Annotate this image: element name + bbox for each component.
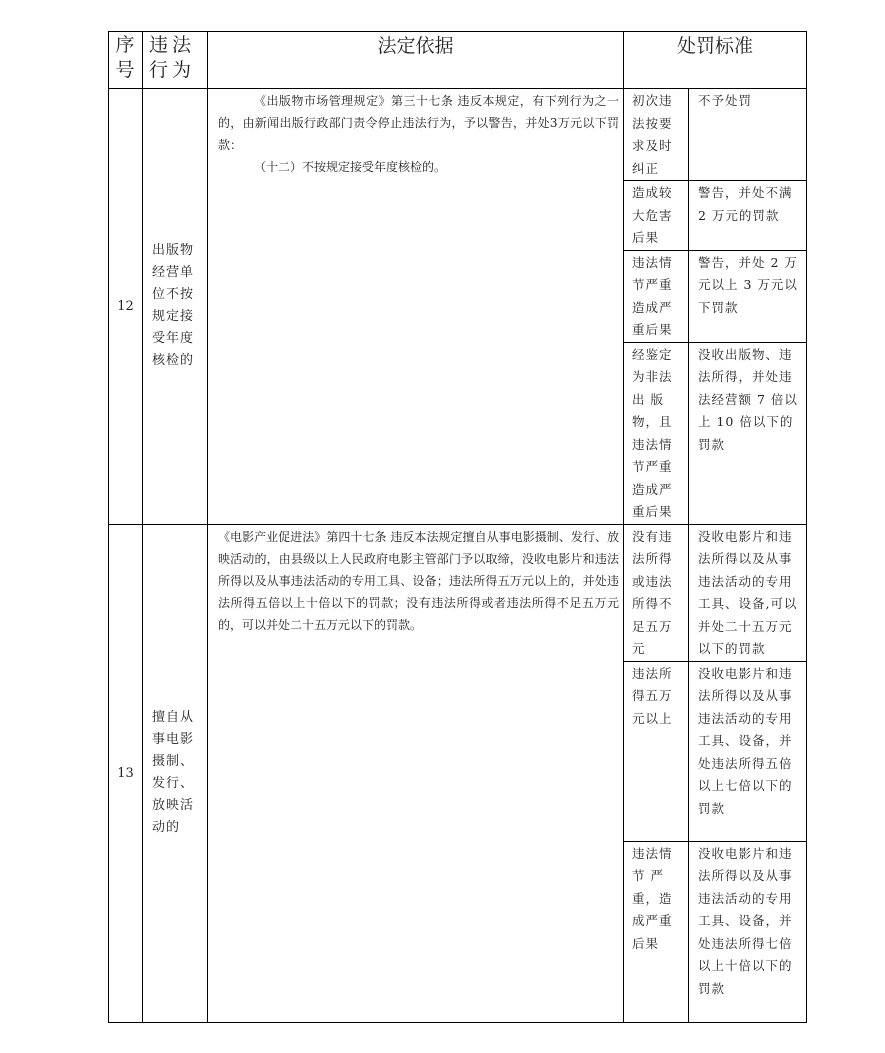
penalty-situation: 违法情节 严重，造成严重后果 [624,841,689,1022]
header-law: 法定依据 [208,32,624,89]
penalty-standard: 不予处罚 [689,89,807,181]
row-law [208,89,624,525]
penalty-situation: 初次违法按要求及时纠正 [624,89,689,181]
table-row [109,89,807,181]
penalty-table [108,31,807,1023]
header-seq: 序号 [109,32,143,89]
penalty-standard: 警告，并处 2 万元以上 3 万元以下罚款 [689,250,807,342]
row-law [208,524,624,1022]
row-seq: 13 [109,524,143,1022]
row-act: 出版物经营单位不按规定接受年度核检的 [143,89,208,525]
table-row [109,524,807,661]
penalty-situation: 违法所得五万元以上 [624,661,689,841]
law-paragraph: （十二）不按规定接受年度核检的。 [254,160,447,174]
penalty-standard: 警告，并处不满 2 万元的罚款 [689,181,807,251]
row-act: 擅自从事电影摄制、发行、放映活动的 [143,524,208,1022]
law-paragraph: 《电影产业促进法》第四十七条 违反本法规定擅自从事电影摄制、发行、放映活动的，由县级以上人民政府电影主管部门予以取缔，没收电影片和违法所得以及从事违法活动的专用工具、设备；违法所得五万元以上的，并处违法所得五倍以上十倍以下的罚款；没有违法所得或者违法所得不足五万元的，可以并处二十五万元以下的罚款。 [218,529,619,632]
law-paragraph: 《出版物市场管理规定》第三十七条 违反本规定，有下列行为之一的，由新闻出版行政部门责令停止违法行为，予以警告，并处3万元以下罚款： [218,94,619,152]
penalty-situation: 违法情节严重造成严重后果 [624,250,689,342]
penalty-situation: 造成较大危害后果 [624,181,689,251]
row-seq: 12 [109,89,143,525]
header-penalty: 处罚标准 [624,32,807,89]
header-act: 违法行为 [143,32,208,89]
header-row [109,32,807,89]
penalty-standard: 没收电影片和违法所得以及从事违法活动的专用工具、设备，并处违法所得七倍以上十倍以下的罚款 [689,841,807,1022]
penalty-situation: 经鉴定为非法出 版物，且违法情节严重造成严重后果 [624,342,689,524]
penalty-standard: 没收出版物、违法所得，并处违法经营额 7 倍以上 10 倍以下的罚款 [689,342,807,524]
penalty-standard: 没收电影片和违法所得以及从事违法活动的专用工具、设备，并处违法所得五倍以上七倍以下的罚款 [689,661,807,841]
penalty-situation: 没有违法所得或违法所得不足五万元 [624,524,689,661]
penalty-standard: 没收电影片和违法所得以及从事违法活动的专用工具、设备,可以并处二十五万元以下的罚款 [689,524,807,661]
